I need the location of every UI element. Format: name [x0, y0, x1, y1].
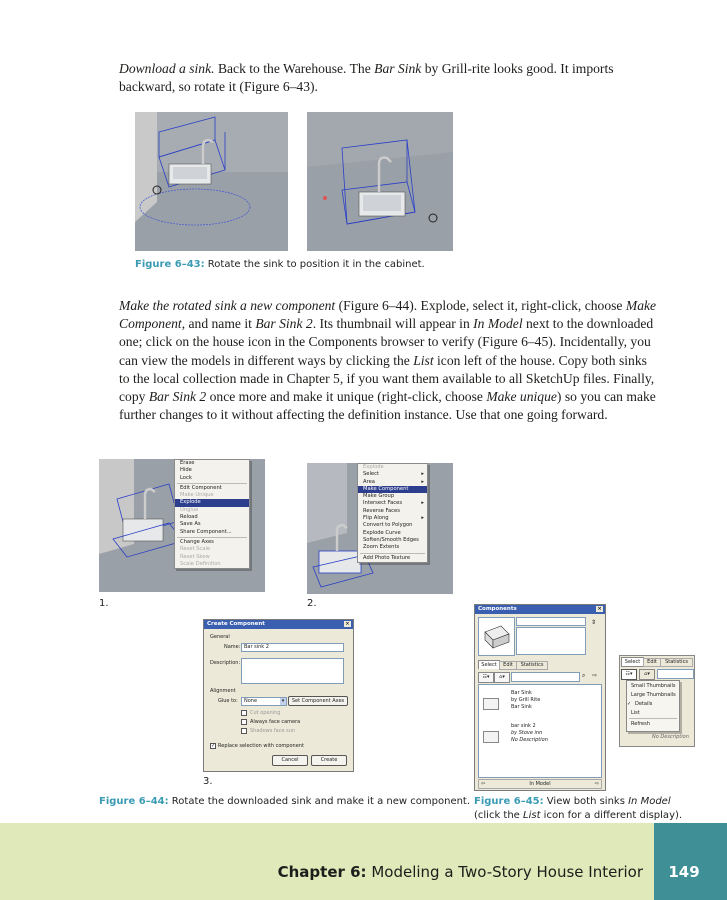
fig-6-44-screenshot-1 — [99, 459, 265, 592]
intro-paragraph: Download a sink. Back to the Warehouse. The Bar Sink by Grill-rite looks good. It imports backward, so rotate it (Figure 6–43). — [119, 61, 614, 95]
component-description-field[interactable] — [516, 627, 586, 655]
tab-edit[interactable]: Edit — [643, 658, 661, 667]
menu-item-unglue[interactable]: Unglue — [180, 506, 199, 513]
menu-item-scale-definition[interactable]: Scale Definition — [180, 560, 221, 567]
sink-thumbnail-icon — [483, 731, 499, 743]
in-model-home-button[interactable]: ⌂▾ — [639, 669, 655, 680]
in-model-home-button[interactable]: ⌂▾ — [494, 672, 510, 683]
menu-item-explode[interactable]: Explode — [363, 464, 384, 470]
figure-6-44-caption: Figure 6–44: Rotate the downloaded sink and make it a new component. — [99, 796, 471, 807]
page-footer — [0, 823, 727, 900]
list-item[interactable]: Bar Sink by Grill Rite Bar Sink — [481, 688, 597, 716]
components-list — [478, 684, 602, 778]
submenu-arrow-icon: ▸ — [421, 478, 424, 485]
menu-item-reset-skew[interactable]: Reset Skew — [180, 553, 210, 560]
menu-item-large-thumbnails[interactable]: Large Thumbnails — [631, 692, 676, 698]
figure-6-43-caption: Figure 6–43: Rotate the sink to position it in the cabinet. — [135, 259, 425, 270]
menu-item-change-axes[interactable]: Change Axes — [180, 538, 214, 545]
lead-phrase: Download a sink. — [119, 61, 215, 76]
description-input[interactable] — [241, 658, 344, 684]
menu-separator — [177, 537, 247, 538]
menu-item-add-photo-texture[interactable]: Add Photo Texture — [363, 554, 411, 561]
back-icon[interactable]: ⇦ — [481, 781, 486, 787]
page-number: 149 — [668, 863, 700, 881]
sink-model-positioned — [307, 112, 453, 251]
submenu-arrow-icon: ▸ — [421, 471, 424, 478]
check-icon: ✓ — [627, 701, 632, 707]
view-options-button[interactable]: ☷▾ — [478, 672, 494, 683]
menu-item-explode[interactable]: Explode — [175, 499, 249, 506]
menu-item-select[interactable]: Select ▸ — [363, 471, 424, 478]
close-icon[interactable]: × — [345, 621, 350, 627]
figure-6-45-caption: Figure 6–45: View both sinks In Model (click the List icon for a different display). — [474, 796, 683, 821]
close-icon[interactable]: × — [597, 606, 602, 612]
always-face-camera-checkbox[interactable] — [241, 719, 247, 725]
chapter-title: Chapter 6: Modeling a Two-Story House Interior — [277, 863, 643, 881]
menu-item-intersect-faces[interactable]: Intersect Faces ▸ — [363, 500, 424, 507]
menu-item-reload[interactable]: Reload — [180, 514, 198, 521]
shadows-face-sun-checkbox[interactable] — [241, 728, 247, 734]
description-label: Description: — [210, 660, 241, 666]
shadows-face-sun-label: Shadows face sun — [250, 728, 296, 734]
fig-6-44-screenshot-2 — [307, 463, 453, 594]
replace-selection-checkbox[interactable]: ✓ — [211, 743, 216, 749]
figure-step-3-label: 3. — [203, 776, 213, 787]
search-input[interactable] — [511, 672, 580, 682]
menu-item-area[interactable]: Area ▸ — [363, 478, 424, 485]
details-arrow-icon[interactable]: ⇕ — [591, 619, 597, 626]
menu-item-make-unique[interactable]: Make Unique — [180, 492, 214, 499]
list-item[interactable]: bar sink 2 by Stove inn No Description — [481, 721, 597, 749]
components-footer: ⇦ In Model ⇨ — [478, 779, 602, 789]
context-menu-explode — [357, 463, 428, 563]
alignment-group-label: Alignment — [210, 688, 236, 694]
page-number-box — [654, 823, 727, 900]
glue-to-label: Glue to: — [218, 698, 238, 704]
menu-item-share-component[interactable]: Share Component... — [180, 528, 232, 535]
menu-item-edit-component[interactable]: Edit Component — [180, 484, 222, 491]
menu-item-explode-curve[interactable]: Explode Curve — [363, 529, 401, 536]
chevron-down-icon: ▾ — [281, 698, 285, 704]
cut-opening-checkbox[interactable] — [241, 710, 247, 716]
behind-description-text: No Description — [652, 734, 689, 740]
component-thumbnail-preview — [478, 617, 515, 656]
name-label: Name: — [224, 644, 241, 650]
dialog-title-bar: Create Component × — [204, 620, 353, 629]
menu-item-convert-polygon[interactable]: Convert to Polygon — [363, 522, 413, 529]
tab-edit[interactable]: Edit — [499, 661, 517, 670]
menu-item-zoom-extents[interactable]: Zoom Extents — [363, 544, 400, 551]
submenu-arrow-icon: ▸ — [421, 515, 424, 522]
menu-item-lock[interactable]: Lock — [180, 474, 192, 481]
menu-item-small-thumbnails[interactable]: Small Thumbnails — [631, 683, 676, 689]
components-browser — [474, 604, 606, 791]
view-dropdown-menu — [626, 680, 680, 732]
menu-item-flip-along[interactable]: Flip Along ▸ — [363, 515, 424, 522]
sink-thumbnail-icon — [483, 698, 499, 710]
cancel-button[interactable]: Cancel — [272, 755, 308, 766]
search-input[interactable] — [657, 669, 694, 679]
search-icon[interactable]: ⌕ — [582, 672, 586, 679]
menu-item-make-component[interactable]: Make Component — [358, 486, 427, 493]
figure-step-1-label: 1. — [99, 598, 109, 609]
menu-item-hide[interactable]: Hide — [180, 467, 192, 474]
menu-item-erase[interactable]: Erase — [180, 460, 195, 466]
name-input[interactable]: Bar sink 2 — [241, 643, 344, 652]
components-title-bar: Components × — [475, 605, 605, 614]
menu-item-reverse-faces[interactable]: Reverse Faces — [363, 507, 400, 514]
forward-icon[interactable]: ⇨ — [594, 781, 599, 787]
menu-item-details[interactable]: Details — [635, 701, 653, 707]
view-options-button[interactable]: ☷▾ — [621, 669, 637, 680]
fig-6-43-screenshot-a — [135, 112, 288, 251]
menu-item-soften-edges[interactable]: Soften/Smooth Edges — [363, 536, 419, 543]
component-name-field[interactable] — [516, 617, 586, 626]
tab-select[interactable]: Select — [621, 657, 644, 667]
fig-6-43-screenshot-b — [307, 112, 453, 251]
tab-statistics[interactable]: Statistics — [516, 661, 548, 670]
general-group-label: General — [210, 634, 230, 640]
menu-separator — [629, 718, 677, 719]
cut-opening-label: Cut opening — [250, 710, 281, 716]
create-button[interactable]: Create — [311, 755, 347, 766]
sink-model-rotating — [135, 112, 288, 251]
glue-to-select[interactable]: None ▾ — [241, 697, 287, 706]
replace-selection-label: Replace selection with component — [218, 743, 304, 749]
create-component-dialog — [203, 619, 354, 772]
menu-separator — [360, 553, 425, 554]
tab-statistics[interactable]: Statistics — [660, 658, 693, 667]
always-face-camera-label: Always face camera — [250, 719, 301, 725]
menu-item-make-group[interactable]: Make Group — [363, 493, 395, 500]
menu-separator — [177, 483, 247, 484]
component-paragraph: Make the rotated sink a new component (Figure 6–44). Explode, select it, right-click, choose Make Component, and name it Bar Sink 2. Its thumbnail will appear in In Model next to the downloaded one; click on the house icon in the Components browser to verify (Figure 6–45). Incidentally, you can view the models in different ways by clicking the List icon left of the house. Copy both sinks to the local collection made in Chapter 5, if you want them available to all SketchUp files. Finally, copy Bar Sink 2 once more and make it unique (right-click, choose Make unique) so you can make further changes to it without affecting the definition instance. Use that one going forward. — [119, 298, 657, 423]
submenu-arrow-icon: ▸ — [421, 500, 424, 507]
menu-item-reset-scale[interactable]: Reset Scale — [180, 546, 211, 553]
set-component-axes-button[interactable]: Set Component Axes — [288, 696, 348, 706]
navigate-icon[interactable]: ⇨ — [592, 672, 598, 679]
menu-item-list[interactable]: List — [631, 710, 640, 716]
figure-step-2-label: 2. — [307, 598, 317, 609]
sink-thumbnail-icon — [479, 618, 514, 655]
menu-item-refresh[interactable]: Refresh — [631, 721, 650, 727]
context-menu-component — [174, 459, 250, 569]
view-options-popup — [619, 655, 695, 747]
tab-select[interactable]: Select — [478, 660, 500, 669]
menu-item-save-as[interactable]: Save As — [180, 521, 201, 528]
